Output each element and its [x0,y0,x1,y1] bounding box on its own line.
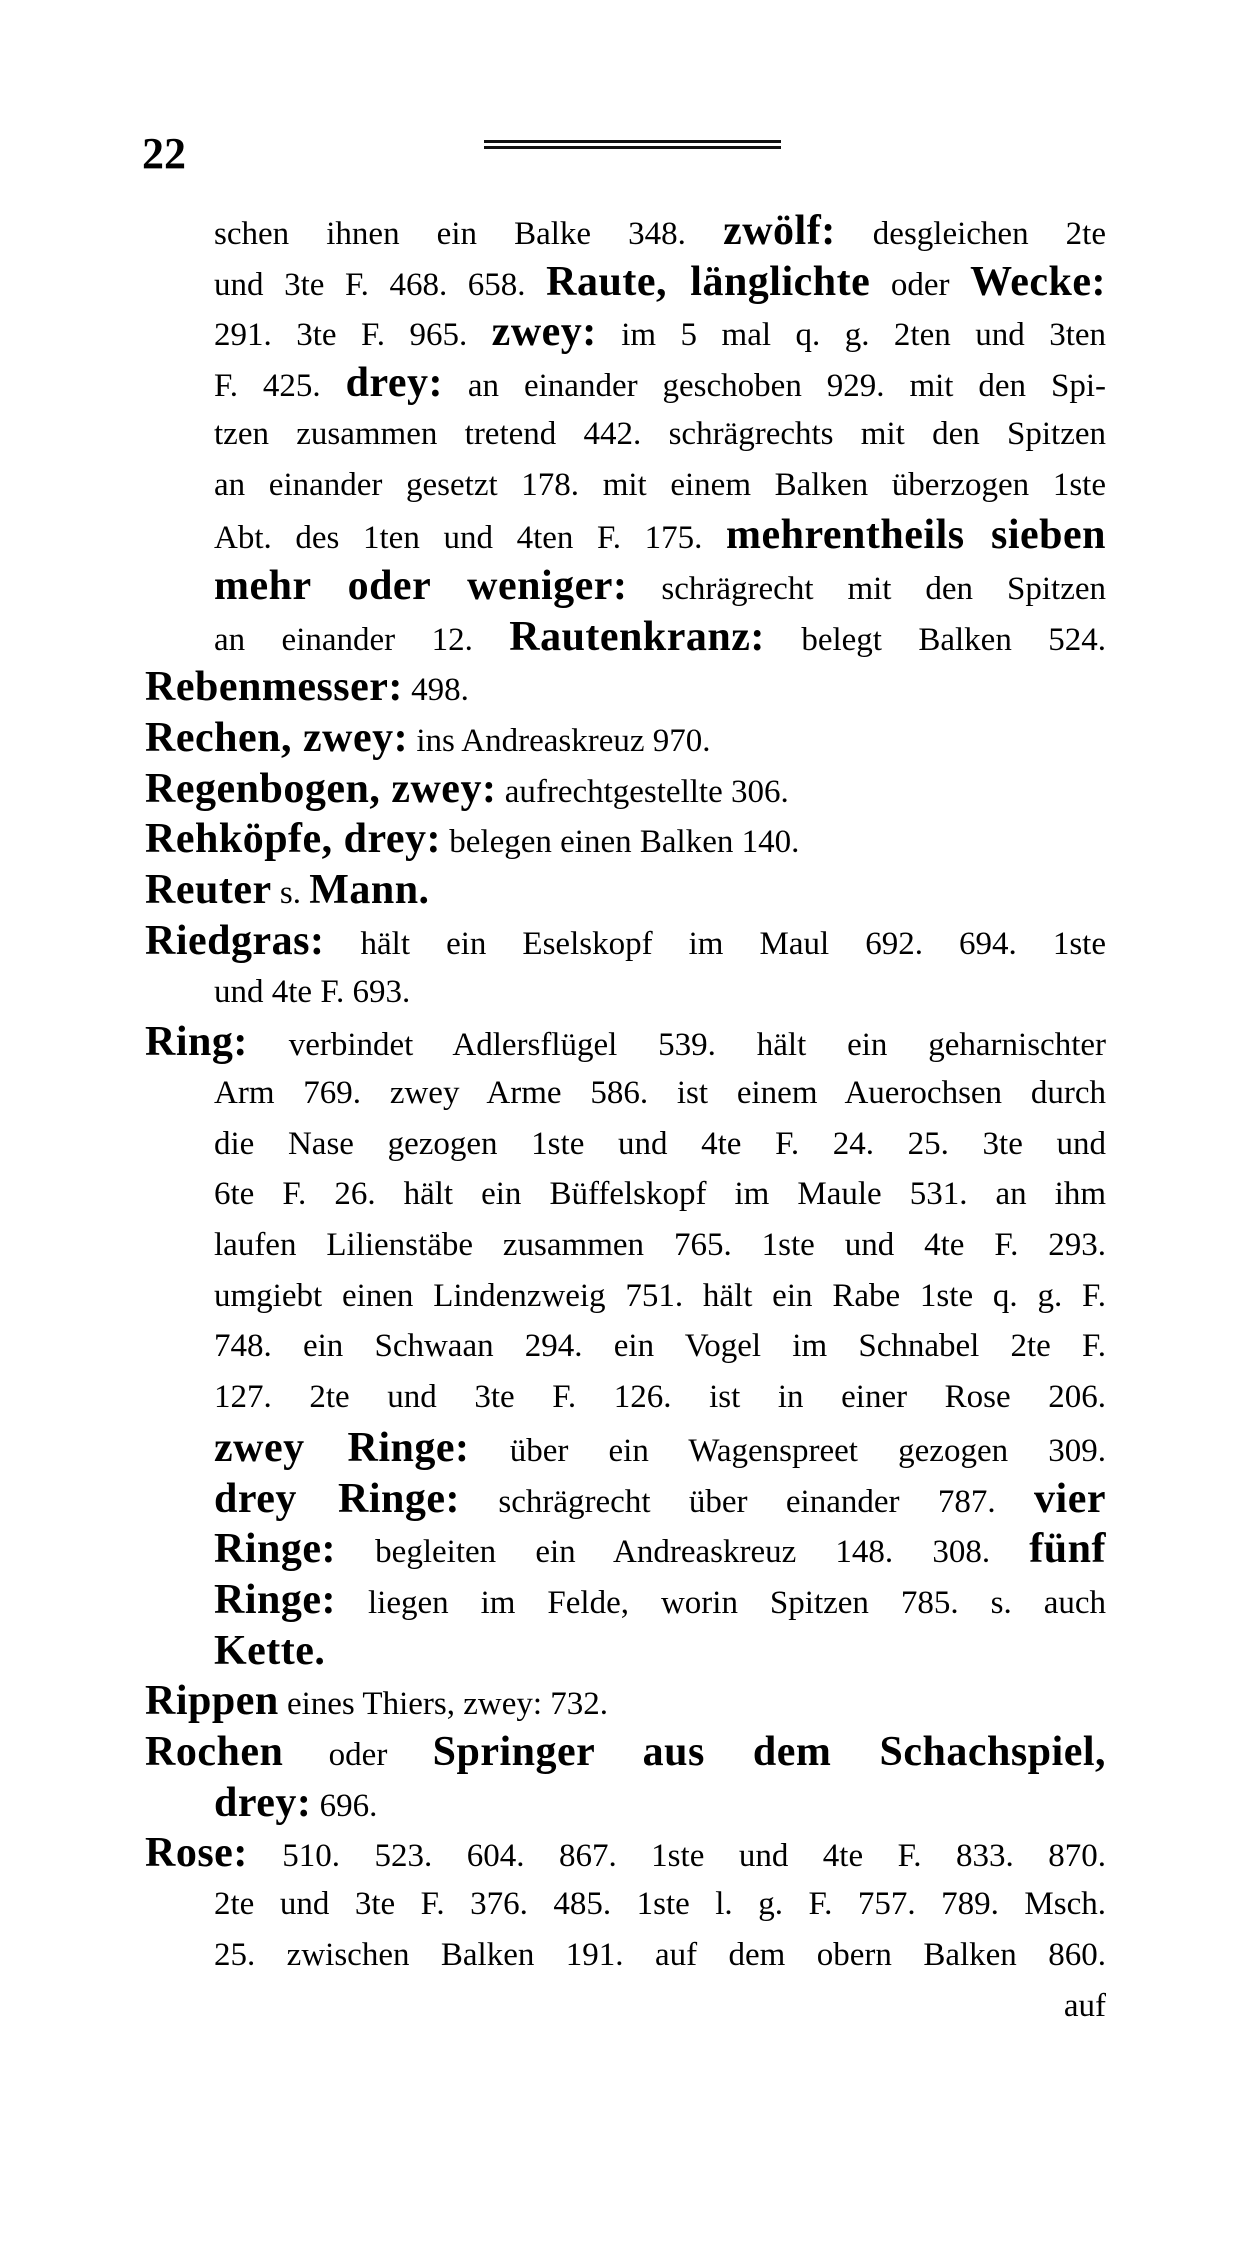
headword: Riedgras: [145,918,325,964]
text-segment: über ein Wagenspreet gezogen 309. [469,1433,1107,1469]
text-line [214,409,1106,459]
headword: Mann. [309,867,430,913]
text-segment: ins Andreaskreuz 970. [408,723,711,759]
headword: zwey: [491,309,597,355]
text-line [214,1169,1106,1219]
headword: drey Ringe: [214,1476,461,1522]
text-segment: 696. [311,1788,378,1824]
text-segment: im 5 mal q. g. 2ten und 3ten [596,317,1107,353]
index-entry-line [145,1017,1106,1067]
text-segment: 510. 523. 604. 867. 1ste und 4te F. 833. 870. [247,1838,1106,1874]
text-line [214,1068,1106,1118]
text-line [214,1575,1106,1625]
text-segment: eines Thiers, zwey: 732. [278,1686,609,1722]
headword: Wecke: [970,259,1107,305]
text-line [214,561,1106,611]
text-segment: schrägrecht über einander 787. [460,1484,1035,1520]
text-line [214,1372,1106,1422]
text-segment: auf [1063,1988,1106,2024]
text-segment: 127. 2te und 3te F. 126. ist in einer Rose 206. [214,1379,1106,1415]
text-line [214,358,1106,408]
text-line [214,1930,1106,1980]
text-segment: s. [271,875,310,911]
text-segment: und 3te F. 468. 658. [214,267,547,303]
text-segment: 2te und 3te F. 376. 485. 1ste l. g. F. 757. 789. Msch. [214,1886,1106,1922]
index-entry-line [145,916,1106,966]
text-line [214,1626,1106,1676]
text-line [214,1524,1106,1574]
index-entry-line [145,865,1106,915]
text-line [214,206,1106,256]
text-segment: 748. ein Schwaan 294. ein Vogel im Schnabel 2te F. [214,1328,1106,1364]
headword: Kette. [214,1628,326,1674]
headword: zwey Ringe: [214,1425,470,1471]
headword: mehr oder weniger: [214,563,628,609]
headword: Rechen, zwey: [145,715,409,761]
text-line [214,1321,1106,1371]
text-line [214,257,1106,307]
text-segment: an einander gesetzt 178. mit einem Balken überzogen 1ste [214,467,1106,503]
headword: Ringe: [214,1526,336,1572]
text-segment: schrägrecht mit den Spitzen [627,571,1106,607]
text-segment: begleiten ein Andreaskreuz 148. 308. [336,1534,1030,1570]
headword: Reuter [145,867,272,913]
headword: Rehköpfe, drey: [145,816,442,862]
header-ornament-rule [484,140,781,150]
index-entry-line [145,1828,1106,1878]
text-segment: 291. 3te F. 965. [214,317,492,353]
text-segment: desgleichen 2te [835,216,1106,252]
text-segment: aufrechtgestellte 306. [496,774,789,810]
headword: Springer aus dem Schachspiel, [432,1729,1107,1775]
index-entry-line [145,662,1106,712]
headword: Rippen [145,1678,279,1724]
index-entry-line [145,814,1106,864]
index-entry-line [145,1727,1106,1777]
text-segment: schen ihnen ein Balke 348. [214,216,724,252]
headword: Rebenmesser: [145,664,403,710]
text-segment: tzen zusammen tretend 442. schrägrechts mit den Spitzen [214,416,1106,452]
text-segment: hält ein Eselskopf im Maul 692. 694. 1ste [324,926,1106,962]
text-line [214,1423,1106,1473]
text-segment: und 4te F. 693. [214,974,411,1010]
headword: zwölf: [723,208,836,254]
text-line [214,1271,1106,1321]
text-segment: F. 425. [214,368,346,404]
catchword [214,1981,1106,2031]
text-segment: oder [870,267,971,303]
headword: Regenbogen, zwey: [145,766,497,812]
headword: Rochen [145,1729,284,1775]
headword: Rautenkranz: [509,614,765,660]
index-entry-line [145,713,1106,763]
headword: Raute, länglichte [546,259,871,305]
text-line [214,967,1106,1017]
text-line [214,1220,1106,1270]
index-entry-line [145,1676,1106,1726]
text-line [214,1879,1106,1929]
headword: Rose: [145,1830,248,1876]
headword: fünf [1029,1526,1106,1572]
text-segment: an einander 12. [214,622,510,658]
headword: drey: [214,1780,312,1826]
text-segment: Abt. des 1ten und 4ten F. 175. [214,520,727,556]
text-segment: laufen Lilienstäbe zusammen 765. 1ste und 4te F. 293. [214,1227,1106,1263]
headword: vier [1034,1476,1106,1522]
text-segment: oder [283,1737,433,1773]
text-segment: belegt Balken 524. [764,622,1106,658]
text-segment: 25. zwischen Balken 191. auf dem obern Balken 860. [214,1937,1106,1973]
text-segment: die Nase gezogen 1ste und 4te F. 24. 25. 3te und [214,1126,1106,1162]
headword: mehrentheils sieben [726,512,1106,558]
text-segment: liegen im Felde, worin Spitzen 785. s. auch [336,1585,1106,1621]
text-line [214,1119,1106,1169]
text-segment: verbindet Adlersflügel 539. hält ein geharnischter [247,1027,1106,1063]
text-segment: Arm 769. zwey Arme 586. ist einem Auerochsen durch [214,1075,1106,1111]
text-segment: 6te F. 26. hält ein Büffelskopf im Maule 531. an ihm [214,1176,1106,1212]
text-segment: belegen einen Balken 140. [441,824,800,860]
headword: Ring: [145,1019,248,1065]
index-entry-line [145,764,1106,814]
page-number: 22 [142,129,186,178]
text-line [214,460,1106,510]
text-line [214,1778,1106,1828]
text-segment: 498. [402,672,469,708]
text-line [214,510,1106,560]
text-segment: an einander geschoben 929. mit den Spi- [442,368,1106,404]
headword: Ringe: [214,1577,336,1623]
text-line [214,307,1106,357]
text-segment: umgiebt einen Lindenzweig 751. hält ein Rabe 1ste q. g. F. [214,1278,1106,1314]
text-line [214,1474,1106,1524]
text-line [214,612,1106,662]
headword: drey: [345,360,443,406]
